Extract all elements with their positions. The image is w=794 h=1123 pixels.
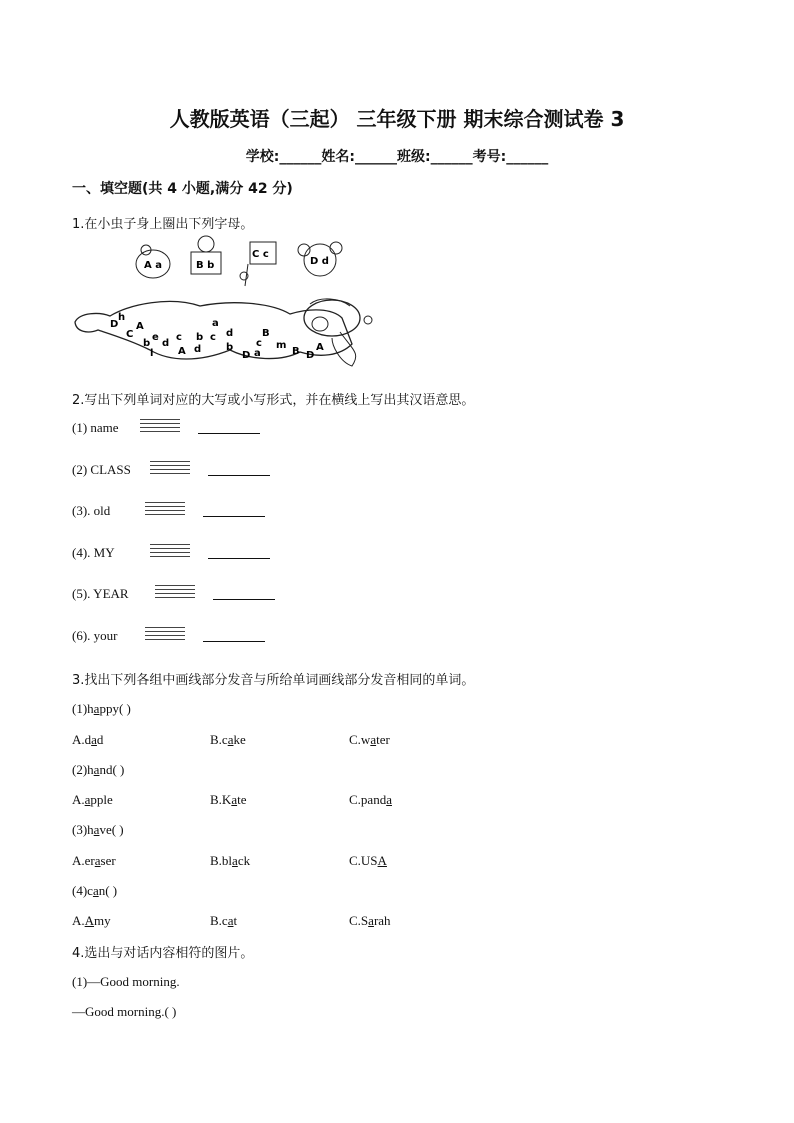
meaning-blank[interactable] [203, 627, 265, 642]
q3-option-b[interactable]: B.cake [210, 732, 246, 747]
question-1-prompt: 1.在小虫子身上圈出下列字母。 [72, 217, 254, 232]
worm-letter: A [316, 342, 324, 353]
four-line-grid[interactable] [145, 502, 185, 518]
q3-option-b[interactable]: B.black [210, 853, 251, 868]
q2-item-label: (4). MY [72, 545, 115, 560]
q3-option-c[interactable]: C.panda [349, 792, 392, 807]
worm-letter: D [242, 350, 251, 361]
worm-letter: m [276, 340, 287, 351]
section-heading: 一、填空题(共 4 小题,满分 42 分) [72, 181, 293, 197]
worm-letter: B [262, 328, 270, 339]
card-dd-label: D d [310, 256, 329, 267]
worm-letter: c [176, 332, 182, 343]
card-aa-icon [136, 245, 170, 278]
four-line-grid[interactable] [150, 544, 190, 560]
q4-dialogue-line: (1)—Good morning. [72, 974, 180, 989]
q3-stem: (2)hand( ) [72, 762, 125, 777]
q3-option-c[interactable]: C.water [349, 732, 390, 747]
worm-letter: d [226, 328, 234, 339]
card-cc-label: C c [252, 249, 269, 260]
worm-letter: C [126, 329, 134, 340]
page-title: 人教版英语（三起） 三年级下册 期末综合测试卷 3 [169, 107, 625, 131]
q3-option-b[interactable]: B.Kate [210, 792, 247, 807]
worm-letter: a [212, 318, 219, 329]
worm-letter: a [254, 348, 261, 359]
worm-letter: e [152, 332, 159, 343]
student-info-line: 学校:______姓名:______班级:______考号:______ [245, 149, 549, 165]
worm-letter: d [162, 338, 170, 349]
worm-letter: d [194, 344, 202, 355]
worm-letter: A [178, 346, 186, 357]
q2-item-label: (1) name [72, 420, 119, 435]
question-2-prompt: 2.写出下列单词对应的大写或小写形式，并在横线上写出其汉语意思。 [72, 393, 475, 408]
meaning-blank[interactable] [203, 502, 265, 517]
q3-option-c[interactable]: C.USA [349, 853, 387, 868]
worm-letter: h [118, 312, 126, 323]
q3-option-a[interactable]: A.Amy [72, 913, 111, 928]
question-3-prompt: 3.找出下列各组中画线部分发音与所给单词画线部分发音相同的单词。 [72, 673, 475, 688]
q3-option-a[interactable]: A.apple [72, 792, 113, 807]
q3-stem: (1)happy( ) [72, 701, 131, 716]
q2-item-label: (5). YEAR [72, 586, 129, 601]
worm-illustration [70, 234, 380, 374]
four-line-grid[interactable] [155, 585, 195, 601]
worm-letter: b [196, 332, 204, 343]
card-cc-icon [240, 242, 276, 286]
question-4-prompt: 4.选出与对话内容相符的图片。 [72, 946, 254, 961]
card-bb-label: B b [196, 260, 215, 271]
q2-item-label: (6). your [72, 628, 118, 643]
q3-option-a[interactable]: A.dad [72, 732, 104, 747]
q2-item-label: (2) CLASS [72, 462, 131, 477]
meaning-blank[interactable] [208, 544, 270, 559]
worm-letter: b [226, 342, 234, 353]
card-bb-icon [191, 236, 221, 274]
q2-item-label: (3). old [72, 503, 111, 518]
worm-letter: D [306, 350, 315, 361]
meaning-blank[interactable] [208, 461, 270, 476]
four-line-grid[interactable] [150, 461, 190, 477]
q3-option-a[interactable]: A.eraser [72, 853, 116, 868]
q3-stem: (3)have( ) [72, 822, 124, 837]
worm-letter: c [210, 332, 216, 343]
meaning-blank[interactable] [213, 585, 275, 600]
worm-letters [110, 312, 324, 361]
worm-letter: D [110, 319, 119, 330]
worm-letter: l [150, 348, 154, 359]
four-line-grid[interactable] [145, 627, 185, 643]
card-dd-icon [298, 242, 342, 276]
q4-dialogue-line: —Good morning.( ) [72, 1004, 177, 1019]
meaning-blank[interactable] [198, 419, 260, 434]
worm-letter: B [292, 346, 300, 357]
worm-letter: b [143, 338, 151, 349]
worm-letter: A [136, 321, 144, 332]
q3-option-c[interactable]: C.Sarah [349, 913, 391, 928]
worm-letter: c [256, 338, 262, 349]
four-line-grid[interactable] [140, 419, 180, 435]
q3-stem: (4)can( ) [72, 883, 118, 898]
q3-option-b[interactable]: B.cat [210, 913, 238, 928]
card-aa-label: A a [144, 260, 162, 271]
